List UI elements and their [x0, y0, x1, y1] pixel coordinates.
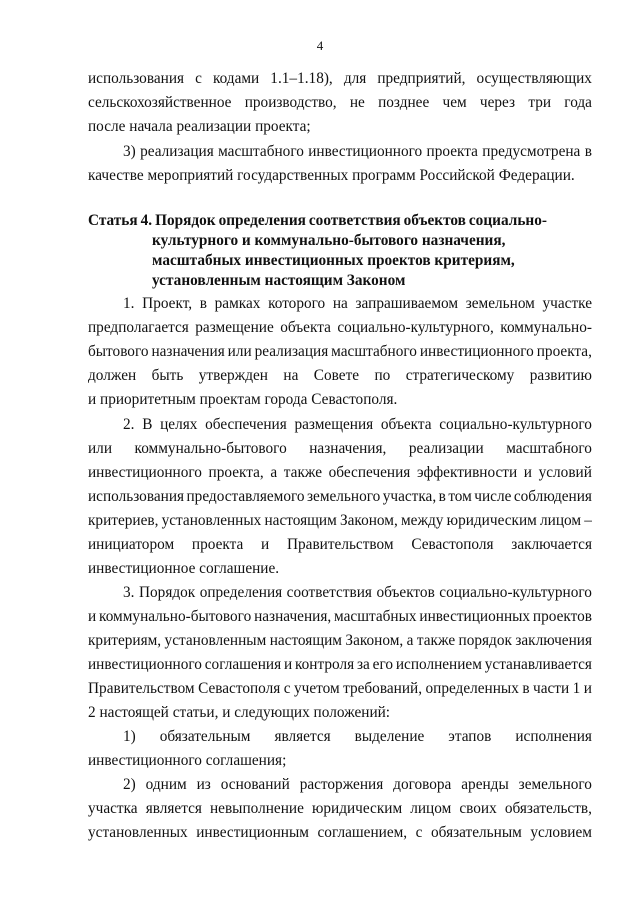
word: проекта,	[208, 464, 264, 481]
word: обязательств,	[504, 800, 592, 817]
word: Порядок	[138, 584, 196, 601]
word: с	[195, 70, 202, 87]
word: в	[522, 680, 530, 697]
word: определенных	[425, 680, 519, 697]
word: выделение	[354, 728, 425, 745]
word: Совете	[313, 367, 360, 384]
word: этапов	[448, 728, 492, 745]
word: предполагается	[88, 319, 189, 336]
text-line	[88, 70, 592, 88]
word: инвестиционным	[196, 824, 309, 841]
text-line	[88, 488, 592, 506]
word: аренды	[461, 776, 509, 793]
word: договора	[393, 776, 452, 793]
word: объекта	[380, 416, 432, 433]
word: 2.	[123, 416, 135, 433]
word: предусмотрена	[482, 143, 581, 160]
word: учетом	[293, 680, 340, 697]
word: кодами	[212, 70, 260, 87]
word: реализация	[254, 343, 329, 360]
text-line	[88, 632, 592, 650]
word: и	[261, 536, 270, 553]
word: объектов	[376, 584, 435, 601]
word: соблюдения	[513, 488, 592, 505]
text-line: и приоритетным проектам города Севастополя.	[88, 391, 398, 408]
word: проекта	[191, 536, 244, 553]
word: между	[400, 512, 444, 529]
word: также	[283, 464, 323, 481]
word: устанавливается	[484, 656, 592, 673]
word: размещения	[294, 416, 374, 433]
word: Правительством	[286, 536, 394, 553]
word: соответствия	[286, 584, 372, 601]
word: том	[448, 488, 472, 505]
word: быть	[151, 367, 184, 384]
word: по	[374, 367, 391, 384]
word: исполнением	[395, 656, 482, 673]
word: проекта,	[536, 343, 592, 360]
article-heading: культурного и коммунально-бытового назначения,	[152, 232, 506, 249]
word: инвестиционного	[419, 343, 534, 360]
word: контроля	[294, 656, 355, 673]
word: инвестиционных	[419, 608, 531, 625]
word: лицом	[540, 512, 582, 529]
word: юридическим	[311, 800, 403, 817]
word: масштабного	[506, 440, 592, 457]
word: участке	[542, 295, 592, 312]
word: и	[88, 608, 97, 625]
word: в	[438, 488, 446, 505]
text-line	[88, 824, 592, 842]
word: обязательным	[159, 728, 251, 745]
text-line: качестве мероприятий государственных программ Российской Федерации.	[88, 167, 575, 184]
word: коммунально-бытового	[99, 608, 252, 625]
text-line	[88, 440, 592, 458]
word: сельскохозяйственное	[88, 94, 232, 111]
word: настоящим	[269, 632, 342, 649]
word: Проект,	[142, 295, 193, 312]
word: а	[406, 632, 414, 649]
word: инвестиционного	[308, 143, 423, 160]
word: 1.1–1.18),	[270, 70, 333, 87]
page-number: 4	[316, 38, 324, 53]
word: Законом,	[339, 512, 398, 529]
word: критериям,	[88, 632, 162, 649]
article-heading	[88, 212, 547, 230]
text-line: инвестиционного соглашения;	[88, 752, 287, 769]
word: определения	[218, 212, 306, 229]
word: эффективности	[416, 464, 518, 481]
word: чем	[442, 94, 467, 111]
word: которого	[268, 295, 326, 312]
word: бытового	[88, 343, 149, 360]
word: инвестиционного	[88, 656, 202, 673]
word: юридическим	[446, 512, 537, 529]
word: соглашением,	[317, 824, 408, 841]
word: запрашиваемом	[355, 295, 459, 312]
word: Законом,	[345, 632, 404, 649]
word: назначения,	[254, 608, 332, 625]
word: коммунально-бытового	[134, 440, 287, 457]
word: соответствия	[308, 212, 401, 229]
word: использования	[88, 70, 185, 87]
word: развитию	[529, 367, 592, 384]
word: не	[349, 94, 365, 111]
word: объектов	[403, 212, 466, 229]
word: одним	[145, 776, 187, 793]
word: условием	[530, 824, 592, 841]
text-line	[88, 367, 592, 385]
word: участка	[88, 800, 138, 817]
word: числе	[474, 488, 512, 505]
word: условий	[538, 464, 592, 481]
word: лицом	[410, 800, 452, 817]
text-line: 2 настоящей статьи, и следующих положений:	[88, 704, 391, 721]
word: критериев,	[88, 512, 159, 529]
word: на	[283, 367, 299, 384]
word: размещение	[195, 319, 274, 336]
word: обеспечения	[205, 416, 287, 433]
word: три	[528, 94, 552, 111]
word: является	[145, 800, 202, 817]
text-line	[88, 536, 592, 554]
word: установленным	[164, 632, 267, 649]
word: Севастополя	[198, 680, 281, 697]
text-line	[88, 608, 592, 626]
word: В	[142, 416, 153, 433]
word: года	[564, 94, 592, 111]
word: через	[479, 94, 516, 111]
word: заключения	[515, 632, 592, 649]
word: позднее	[378, 94, 430, 111]
word: реализация	[140, 143, 214, 160]
word: его	[372, 656, 393, 673]
word: соглашения	[204, 656, 282, 673]
word: социально-	[468, 212, 547, 229]
word: Порядок	[155, 212, 216, 229]
word: предоставляемого	[186, 488, 305, 505]
word: порядок	[458, 632, 512, 649]
text-line: инвестиционное соглашение.	[88, 560, 280, 577]
word: определения	[199, 584, 283, 601]
word: 1.	[123, 295, 135, 312]
word: проектов	[532, 608, 592, 625]
word: с	[283, 680, 291, 697]
word: с	[415, 824, 423, 841]
word: в	[199, 295, 207, 312]
word: масштабного	[218, 143, 304, 160]
text-line	[88, 343, 592, 361]
word: рамках	[214, 295, 261, 312]
word: является	[274, 728, 331, 745]
word: Севастополя	[411, 536, 494, 553]
word: должен	[88, 367, 137, 384]
word: Правительством	[88, 680, 195, 697]
word: и	[583, 680, 592, 697]
word: земельного	[307, 488, 381, 505]
word: также	[416, 632, 456, 649]
text-line	[123, 416, 592, 434]
word: для	[343, 70, 367, 87]
text-line	[88, 512, 592, 530]
word: земельного	[518, 776, 592, 793]
word: невыполнение	[209, 800, 304, 817]
word: масштабных	[334, 608, 417, 625]
word: социально-культурного	[439, 416, 592, 433]
word: масштабного	[331, 343, 417, 360]
word: коммунально-	[500, 319, 592, 336]
word: производство,	[244, 94, 337, 111]
word: 3)	[123, 143, 136, 160]
word: использования	[88, 488, 185, 505]
text-line	[123, 584, 592, 602]
word: обеспечения	[328, 464, 411, 481]
word: инициатором	[88, 536, 175, 553]
word: установленных	[88, 824, 188, 841]
text-line	[88, 800, 592, 818]
word: исполнения	[515, 728, 592, 745]
word: своих	[459, 800, 497, 817]
word: 4.	[140, 212, 153, 229]
word: объекта	[280, 319, 331, 336]
text-line	[88, 680, 592, 698]
text-line	[123, 728, 592, 746]
word: оснований	[220, 776, 290, 793]
word: 1)	[123, 728, 136, 745]
word: назначения,	[309, 440, 387, 457]
text-line	[88, 656, 592, 674]
word: за	[356, 656, 370, 673]
word: осуществляющих	[476, 70, 592, 87]
word: заключается	[511, 536, 592, 553]
word: или	[88, 440, 113, 457]
word: а	[270, 464, 278, 481]
word: 1	[572, 680, 581, 697]
word: назначения	[151, 343, 225, 360]
article-heading: масштабных инвестиционных проектов критериям,	[152, 252, 515, 269]
word: целях	[160, 416, 198, 433]
word: 2)	[123, 776, 136, 793]
text-line	[88, 319, 592, 337]
word: утвержден	[198, 367, 268, 384]
word: реализации	[408, 440, 484, 457]
word: участка,	[382, 488, 437, 505]
text-line	[123, 295, 592, 313]
word: социально-культурного	[439, 584, 592, 601]
word: и	[523, 464, 532, 481]
word: расторжения	[299, 776, 384, 793]
word: требований,	[343, 680, 423, 697]
word: или	[227, 343, 252, 360]
word: –	[584, 512, 592, 529]
word: в	[584, 143, 592, 160]
word: земельном	[465, 295, 535, 312]
text-line	[123, 143, 592, 161]
word: Статья	[88, 212, 138, 229]
word: предприятий,	[377, 70, 466, 87]
word: инвестиционного	[88, 464, 202, 481]
word: стратегическому	[405, 367, 515, 384]
word: настоящим	[264, 512, 337, 529]
word: части	[533, 680, 570, 697]
article-heading: установленным настоящим Законом	[152, 272, 406, 289]
text-line	[88, 464, 592, 482]
text-line	[123, 776, 592, 794]
text-line: после начала реализации проекта;	[88, 118, 311, 135]
word: 3.	[123, 584, 135, 601]
word: на	[332, 295, 348, 312]
word: социально-культурного,	[337, 319, 494, 336]
text-line	[88, 94, 592, 112]
word: установленных	[161, 512, 262, 529]
word: проекта	[426, 143, 478, 160]
word: из	[196, 776, 211, 793]
word: обязательным	[431, 824, 522, 841]
word: и	[283, 656, 293, 673]
